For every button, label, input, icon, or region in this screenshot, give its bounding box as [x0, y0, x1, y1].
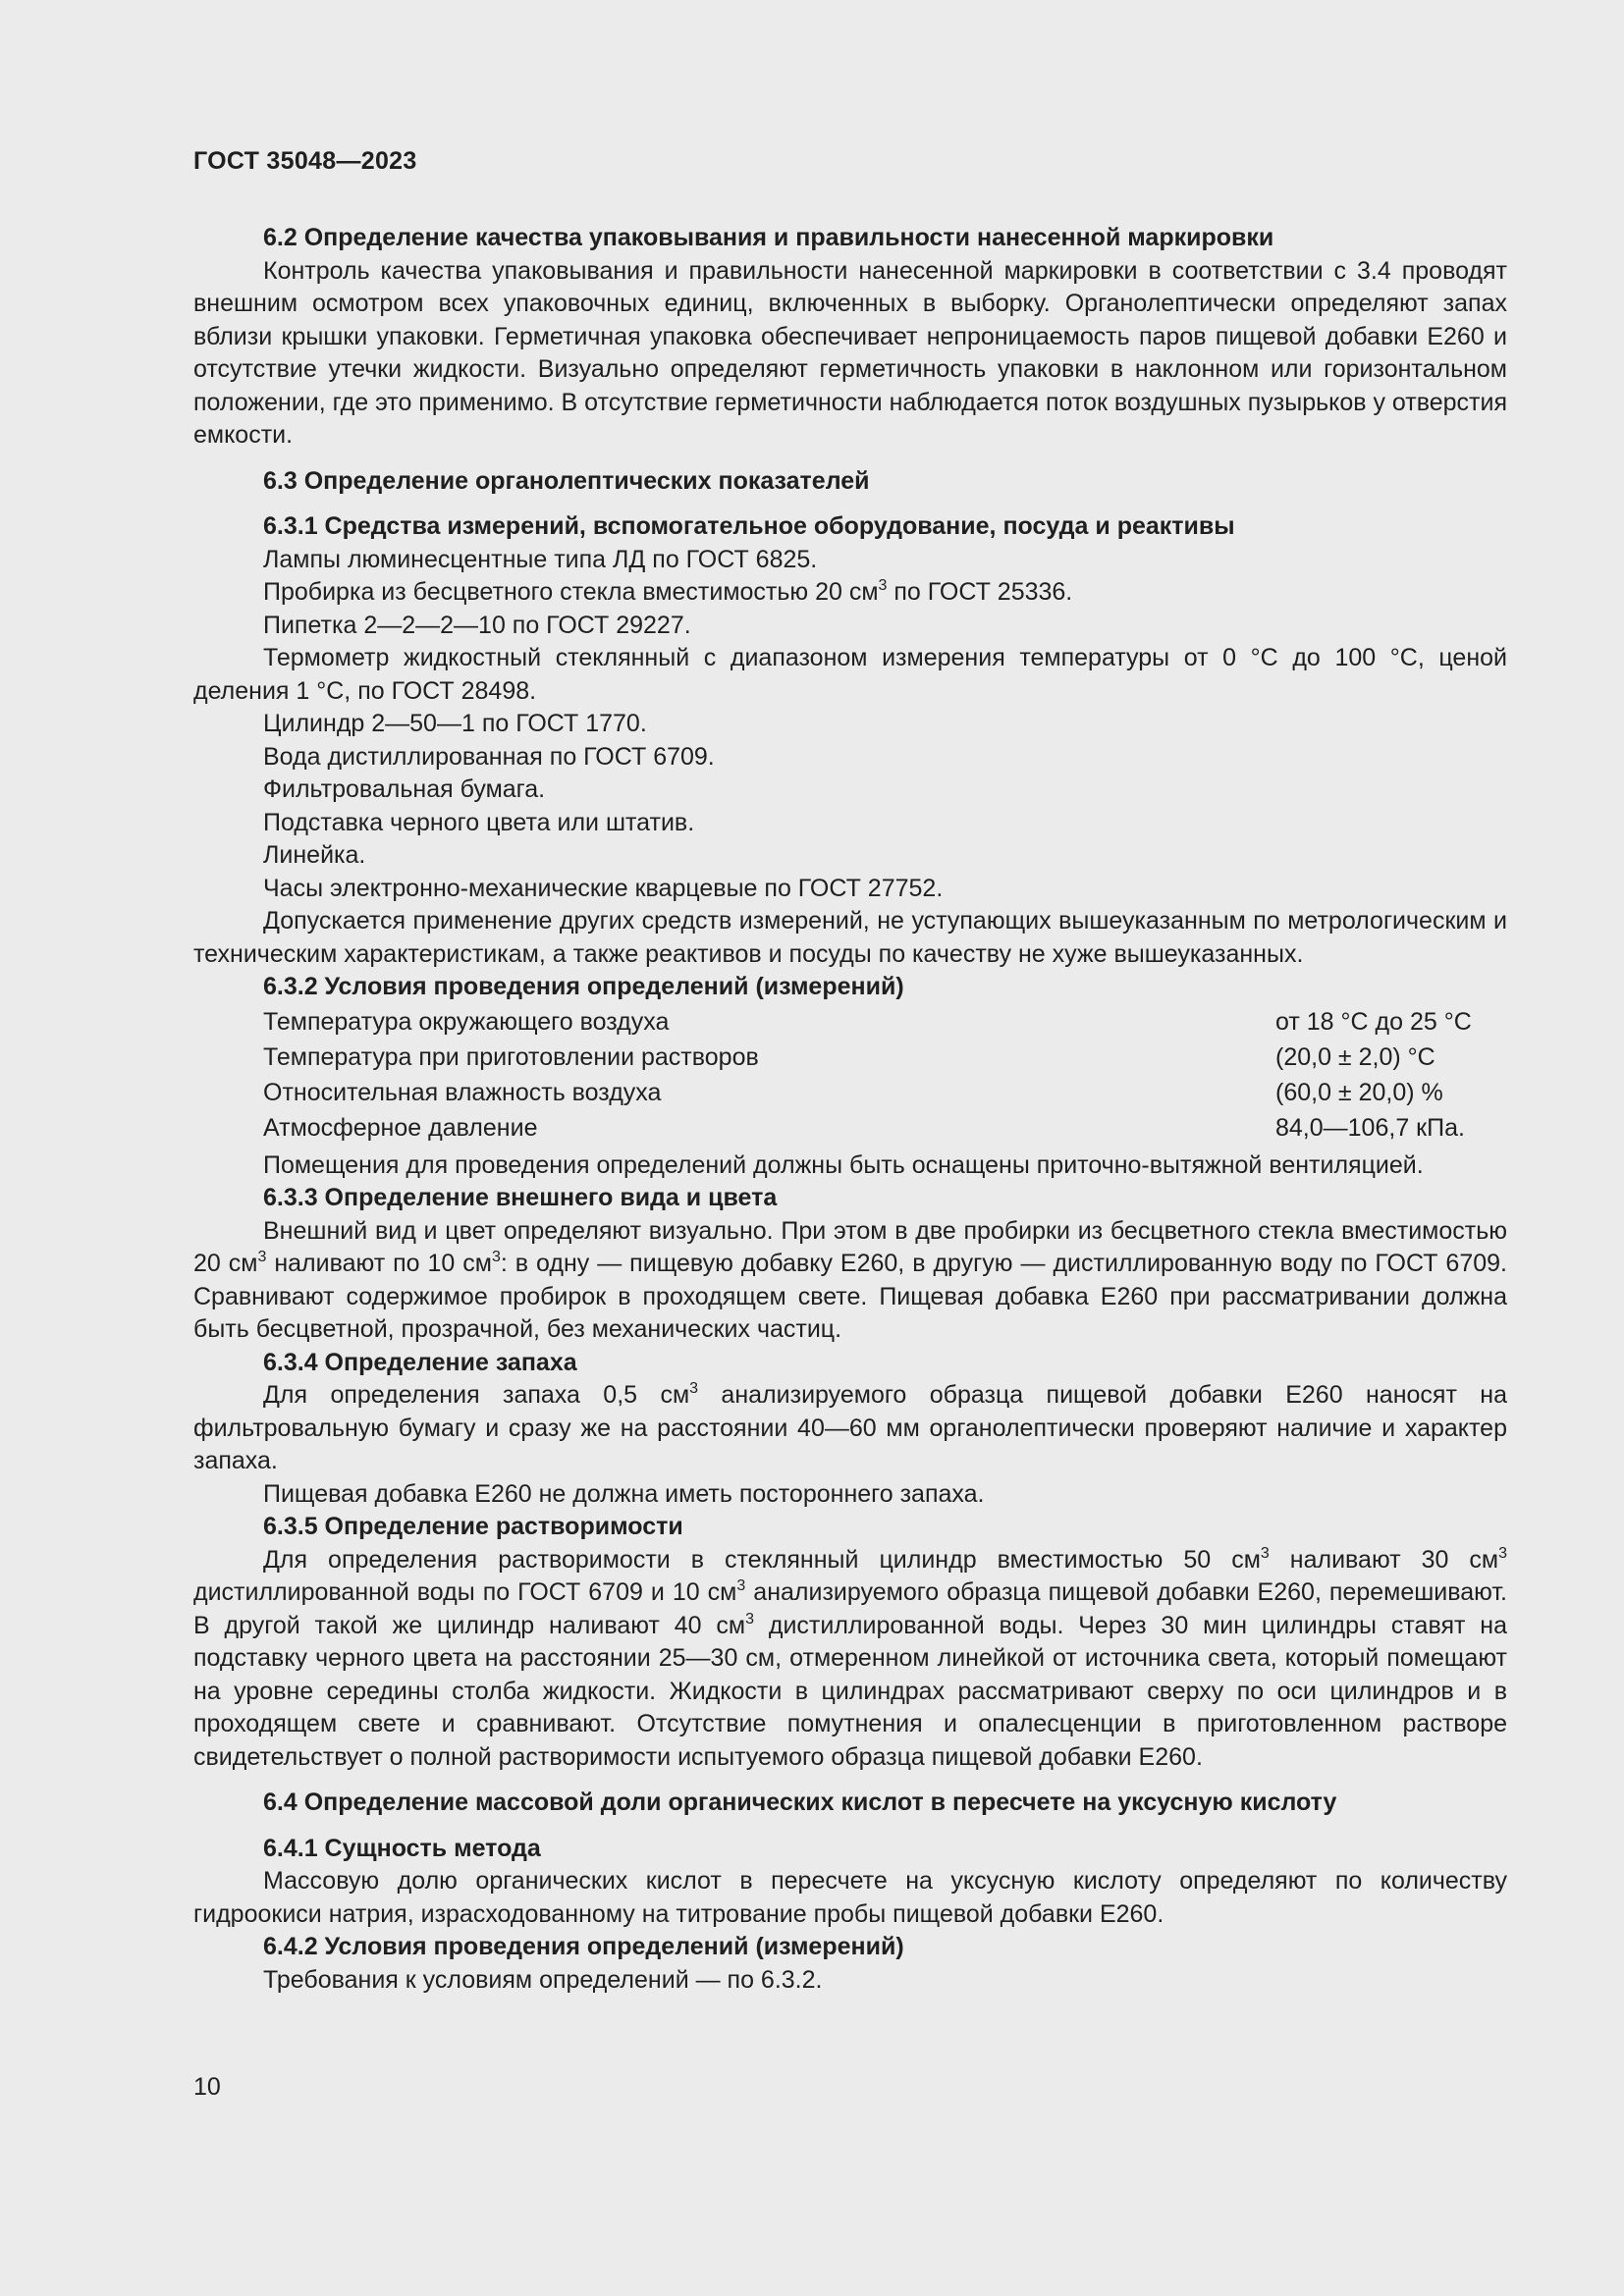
table-row	[263, 1111, 1507, 1147]
paragraph-ventilation: Помещения для проведения определений должны быть оснащены приточно-вытяжной вентиляцией.	[263, 1150, 1424, 1179]
list-item: Термометр жидкостный стеклянный с диапазоном измерения температуры от 0 °С до 100 °С, ценой деления 1 °С, по ГОСТ 28498.	[193, 644, 1507, 705]
paragraph-solubility	[193, 1544, 1507, 1775]
list-item: Фильтровальная бумага.	[263, 775, 546, 803]
list-item: Подставка черного цвета или штатив.	[263, 808, 695, 836]
superscript: 3	[736, 1577, 746, 1595]
paragraph-allowed-substitutes: Допускается применение других средств измерений, не уступающих вышеуказанным по метрологическим и техническим характеристикам, а также реактивов и посуды по качеству не хуже вышеуказанных.	[193, 907, 1507, 968]
superscript: 3	[1260, 1544, 1270, 1562]
condition-value: (20,0 ± 2,0) °С	[1275, 1042, 1435, 1071]
conditions-table	[263, 1005, 1507, 1147]
condition-value: 84,0—106,7 кПа.	[1275, 1113, 1465, 1142]
text-fragment: наливают 30 см	[1269, 1545, 1499, 1574]
list-item: Лампы люминесцентные типа ЛД по ГОСТ 6825.	[263, 545, 818, 573]
condition-value: от 18 °С до 25 °С	[1275, 1007, 1472, 1036]
paragraph-odor	[193, 1379, 1507, 1478]
list-item: Вода дистиллированная по ГОСТ 6709.	[263, 742, 715, 771]
condition-value: (60,0 ± 20,0) %	[1275, 1078, 1443, 1106]
table-row	[263, 1076, 1507, 1111]
section-heading-6-3-3: 6.3.3 Определение внешнего вида и цвета	[263, 1184, 778, 1211]
condition-parameter: Атмосферное давление	[263, 1113, 538, 1142]
text-fragment: по ГОСТ 25336.	[887, 578, 1073, 606]
text-fragment: дистиллированной воды по ГОСТ 6709 и 10 см	[193, 1578, 737, 1606]
list-item: Цилиндр 2—50—1 по ГОСТ 1770.	[263, 710, 647, 737]
section-heading-6-2: 6.2 Определение качества упаковывания и правильности нанесенной маркировки	[263, 224, 1274, 251]
table-row	[263, 1005, 1507, 1041]
condition-parameter: Относительная влажность воздуха	[263, 1078, 662, 1106]
superscript: 3	[689, 1380, 699, 1398]
list-item: Линейка.	[263, 841, 366, 869]
text-fragment: Для определения запаха 0,5 см	[263, 1381, 690, 1409]
condition-parameter: Температура окружающего воздуха	[263, 1007, 670, 1036]
section-heading-6-4-2: 6.4.2 Условия проведения определений (измерений)	[263, 1933, 904, 1960]
paragraph-packaging-control: Контроль качества упаковывания и правильности нанесенной маркировки в соответствии с 3.4 проводят внешним осмотром всех упаковочных единиц, включенных в выборку. Органолептически определяют запах вблизи крышки упаковки. Герметичная упаковка обеспечивает непроницаемость паров пищевой добавки Е260 и отсутствие утечки жидкости. Визуально определяют герметичность упаковки в наклонном или горизонтальном положении, где это применимо. В отсутствие герметичности наблюдается поток воздушных пузырьков у отверстия емкости.	[193, 256, 1507, 449]
section-heading-6-4: 6.4 Определение массовой доли органических кислот в пересчете на уксусную кислоту	[263, 1789, 1337, 1816]
section-heading-6-3: 6.3 Определение органолептических показателей	[263, 466, 870, 495]
paragraph-conditions-reference: Требования к условиям определений — по 6.3.2.	[263, 1965, 823, 1994]
section-heading-6-3-5: 6.3.5 Определение растворимости	[263, 1513, 683, 1540]
list-item	[193, 576, 1507, 610]
page-number: 10	[193, 2073, 221, 2101]
section-heading-6-4-1: 6.4.1 Сущность метода	[263, 1834, 541, 1862]
superscript: 3	[1498, 1544, 1507, 1562]
paragraph-appearance	[193, 1215, 1507, 1347]
condition-parameter: Температура при приготовлении растворов	[263, 1042, 759, 1071]
superscript: 3	[491, 1249, 501, 1266]
list-item: Пипетка 2—2—2—10 по ГОСТ 29227.	[263, 611, 691, 639]
text-fragment: Для определения растворимости в стеклянный цилиндр вместимостью 50 см	[263, 1545, 1261, 1574]
text-fragment: : в одну — пищевую добавку Е260, в другую — дистиллированную воду по ГОСТ 6709. Сравнивают содержимое пробирок в проходящем свете. Пищевая добавка Е260 при рассматривании должна быть бесцветной, прозрачной, без механических частиц.	[193, 1250, 1507, 1343]
text-fragment: Пробирка из бесцветного стекла вместимостью 20 см	[263, 578, 879, 606]
document-body	[193, 222, 1507, 1997]
text-fragment: анализируемого образца пищевой добавки Е260 наносят на фильтровальную бумагу и сразу же на расстоянии 40—60 мм органолептически проверяют наличие и характер запаха.	[193, 1381, 1507, 1474]
superscript: 3	[257, 1249, 267, 1266]
superscript: 3	[878, 577, 888, 595]
paragraph-odor-requirement: Пищевая добавка Е260 не должна иметь постороннего запаха.	[263, 1479, 985, 1508]
text-fragment: анализируемого образца пищевой добавки Е260, перемешивают. В другой такой же цилиндр наливают 40 см	[193, 1578, 1507, 1639]
text-fragment: дистиллированной воды. Через 30 мин цилиндры ставят на подставку черного цвета на расстоянии 25—30 см, отмеренном линейкой от источника света, который помещают на уровне середины столба жидкости. Жидкости в цилиндрах рассматривают сверху по оси цилиндров и в проходящем свете и сравнивают. Отсутствие помутнения и опалесценции в приготовленном растворе свидетельствует о полной растворимости испытуемого образца пищевой добавки Е260.	[193, 1611, 1507, 1771]
standard-designation: ГОСТ 35048—2023	[193, 147, 417, 175]
table-row	[263, 1041, 1507, 1076]
superscript: 3	[745, 1610, 755, 1628]
list-item: Часы электронно-механические кварцевые по ГОСТ 27752.	[263, 874, 944, 902]
section-heading-6-3-1: 6.3.1 Средства измерений, вспомогательное оборудование, посуда и реактивы	[263, 512, 1235, 540]
text-fragment: Внешний вид и цвет определяют визуально. При этом в две пробирки из бесцветного стекла вместимостью 20 см	[193, 1216, 1507, 1277]
text-fragment: наливают по 10 см	[266, 1250, 492, 1277]
paragraph-method-essence: Массовую долю органических кислот в пересчете на уксусную кислоту определяют по количеству гидроокиси натрия, израсходованному на титрование пробы пищевой добавки Е260.	[193, 1867, 1507, 1928]
section-heading-6-3-2: 6.3.2 Условия проведения определений (измерений)	[263, 973, 904, 1000]
section-heading-6-3-4: 6.3.4 Определение запаха	[263, 1348, 577, 1376]
